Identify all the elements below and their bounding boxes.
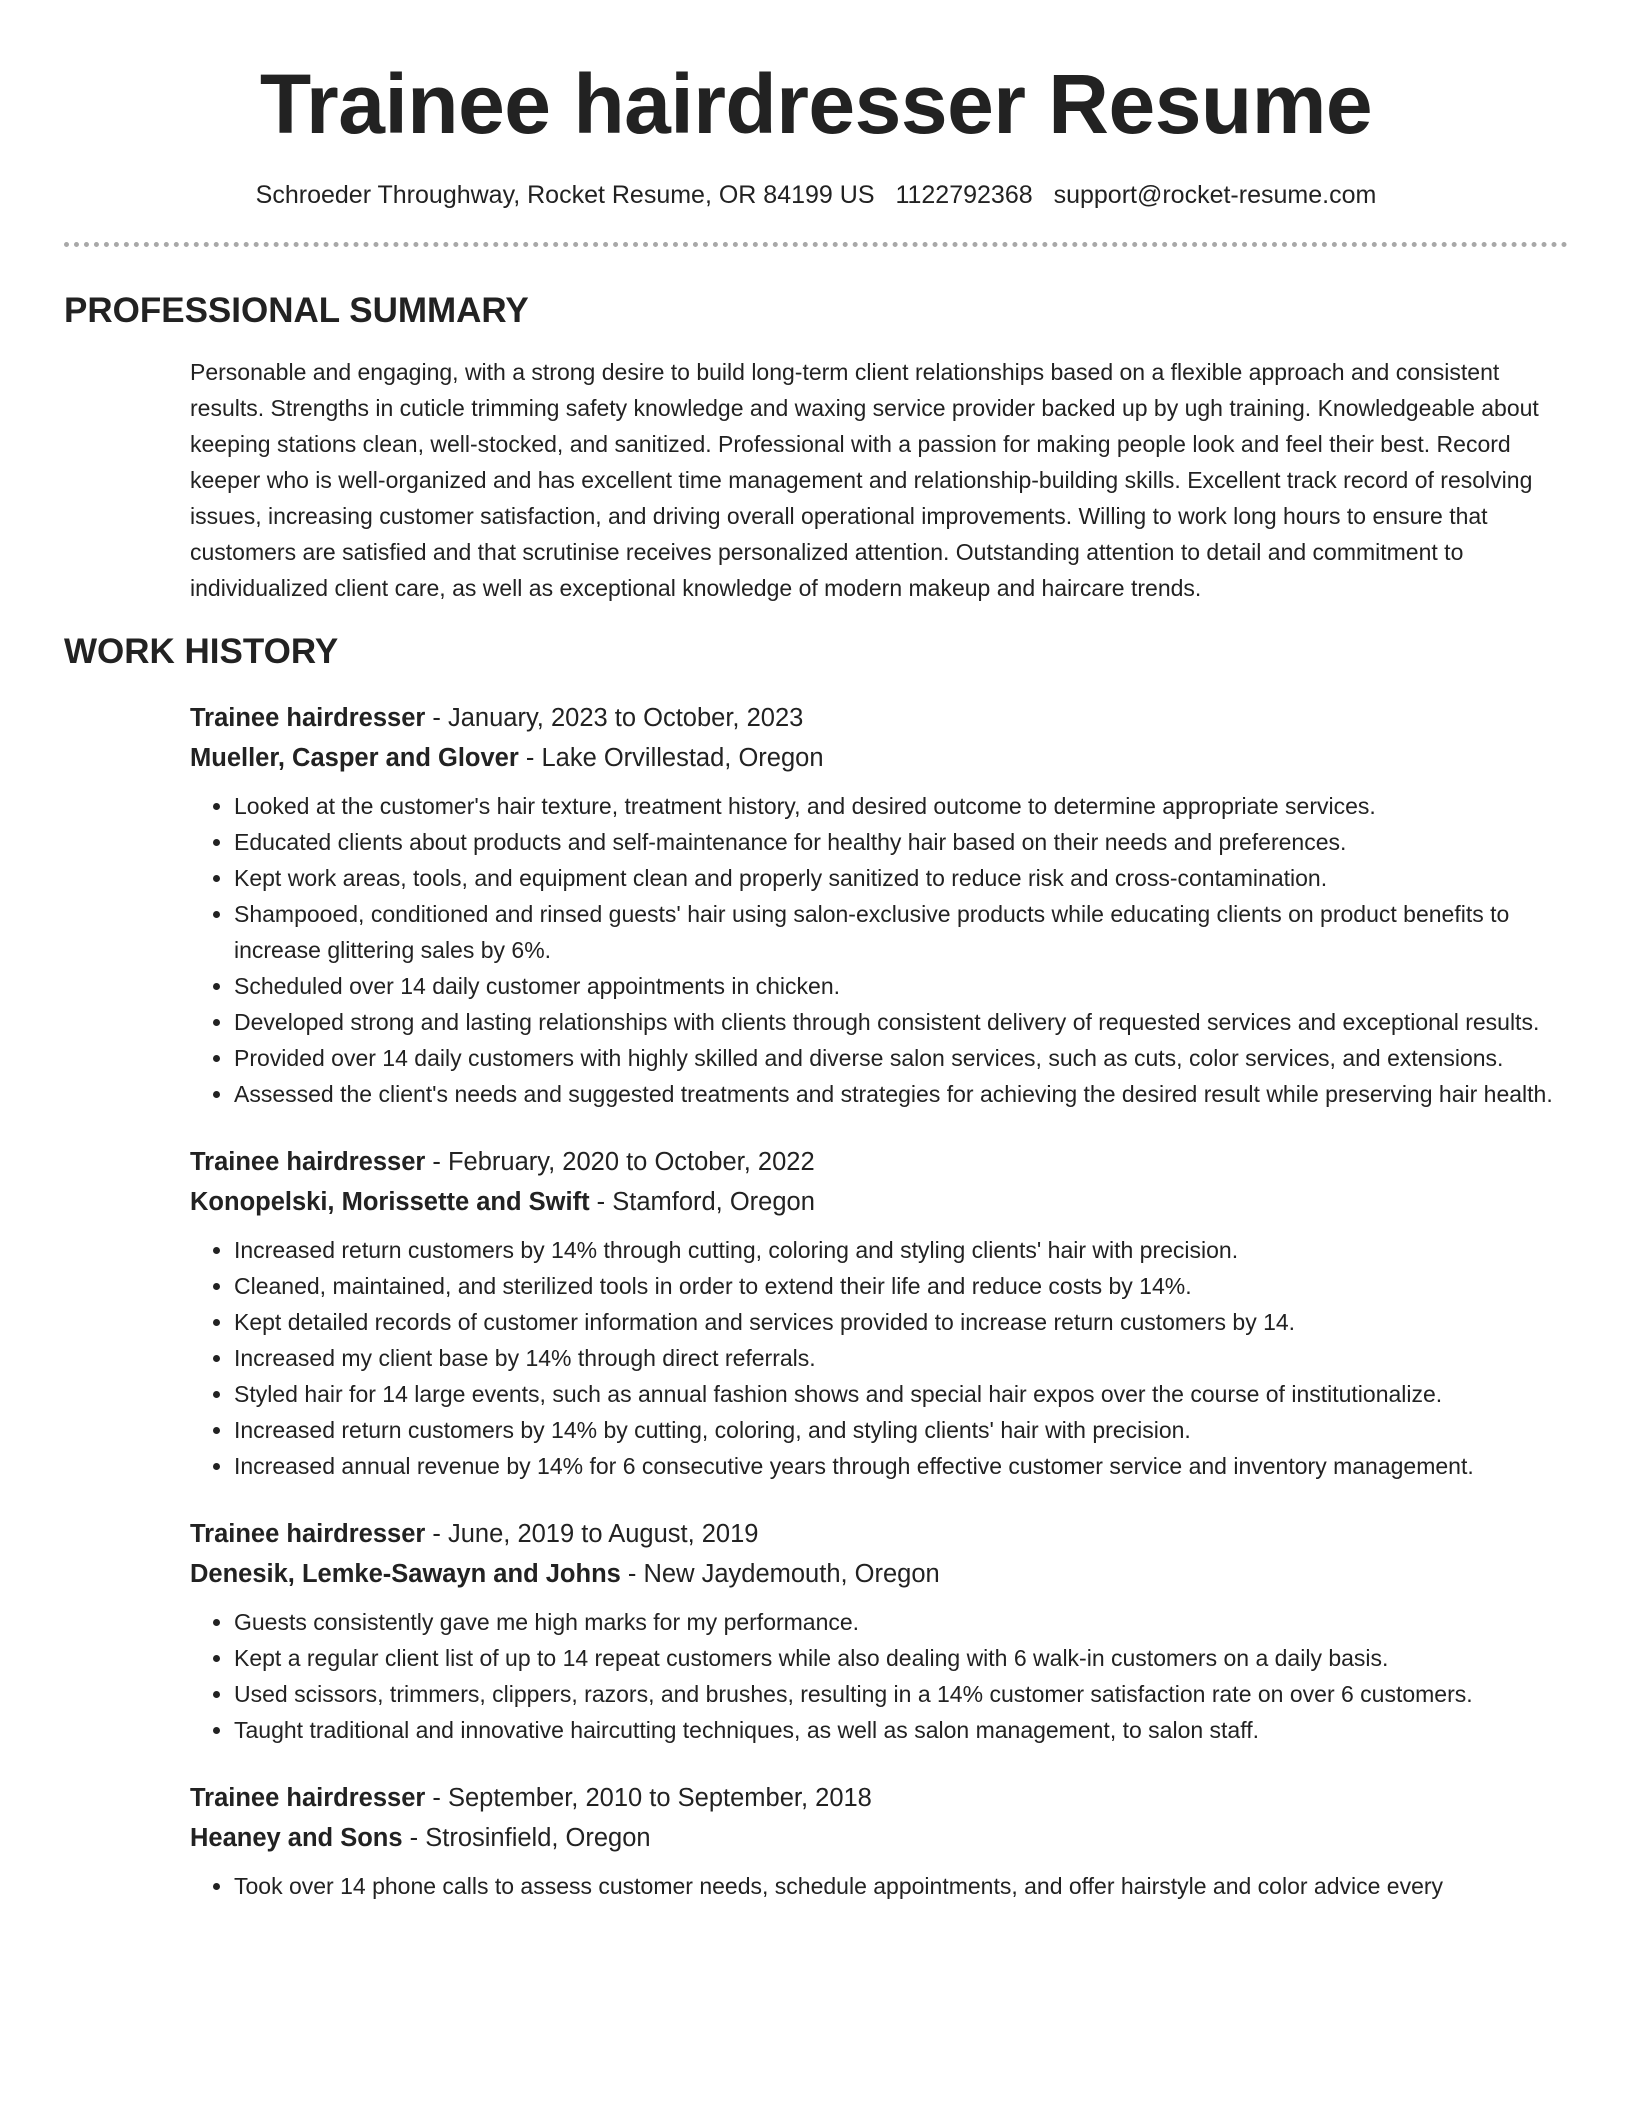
job-bullet: • Cleaned, maintained, and sterilized tools in order to extend their life and reduce costs by 14%. — [234, 1268, 1568, 1304]
job-company: Heaney and Sons — [190, 1824, 403, 1852]
job-dates: - February, 2020 to October, 2022 — [425, 1148, 815, 1176]
contact-info — [64, 181, 1568, 210]
job-title: Trainee hairdresser — [190, 1148, 426, 1176]
job-bullet: • Used scissors, trimmers, clippers, razors, and brushes, resulting in a 14% customer satisfaction rate on over 6 customers. — [234, 1676, 1568, 1712]
contact-email: support@rocket-resume.com — [1053, 181, 1377, 209]
job-entry — [190, 1142, 1568, 1484]
job-company-line — [190, 1818, 1568, 1858]
job-bullet: • Kept a regular client list of up to 14 repeat customers while also dealing with 6 walk-in customers on a daily basis. — [234, 1640, 1568, 1676]
job-title-line — [190, 698, 1568, 738]
job-bullet-list — [190, 1868, 1568, 1904]
job-bullet: • Increased return customers by 14% by cutting, coloring, and styling clients' hair with precision. — [234, 1412, 1568, 1448]
job-title-line — [190, 1778, 1568, 1818]
header-divider — [64, 242, 1568, 247]
job-company: Denesik, Lemke-Sawayn and Johns — [190, 1560, 621, 1588]
work-history-heading: WORK HISTORY — [64, 632, 339, 671]
job-bullet: • Increased annual revenue by 14% for 6 consecutive years through effective customer service and inventory management. — [234, 1448, 1568, 1484]
job-bullet: • Shampooed, conditioned and rinsed guests' hair using salon-exclusive products while educating clients on product benefits to increase glittering sales by 6%. — [234, 896, 1568, 968]
job-location: - New Jaydemouth, Oregon — [620, 1560, 940, 1588]
job-company: Konopelski, Morissette and Swift — [190, 1188, 590, 1216]
summary-heading: PROFESSIONAL SUMMARY — [64, 291, 529, 330]
resume-title: Trainee hairdresser Resume — [259, 57, 1373, 151]
job-company: Mueller, Casper and Glover — [190, 744, 519, 772]
job-company-line — [190, 1554, 1568, 1594]
job-location: - Stamford, Oregon — [589, 1188, 815, 1216]
job-bullet: • Taught traditional and innovative haircutting techniques, as well as salon management, to salon staff. — [234, 1712, 1568, 1748]
job-location: - Strosinfield, Oregon — [402, 1824, 651, 1852]
job-bullet: • Kept detailed records of customer information and services provided to increase return customers by 14. — [234, 1304, 1568, 1340]
job-bullet: • Assessed the client's needs and suggested treatments and strategies for achieving the desired result while preserving hair health. — [234, 1076, 1568, 1112]
job-dates: - June, 2019 to August, 2019 — [425, 1520, 759, 1548]
job-bullet: • Kept work areas, tools, and equipment clean and properly sanitized to reduce risk and cross-contamination. — [234, 860, 1568, 896]
job-entry — [190, 1778, 1568, 1904]
summary-text: Personable and engaging, with a strong desire to build long-term client relationships based on a flexible approach and consistent results. Strengths in cuticle trimming safety knowledge and waxing service provider backed up by ugh training. Knowledgeable about keeping stations clean, well-stocked, and sanitized. Professional with a passion for making people look and feel their best. Record keeper who is well-organized and has excellent time management and relationship-building skills. Excellent track record of resolving issues, increasing customer satisfaction, and driving overall operational improvements. Willing to work long hours to ensure that customers are satisfied and that scrutinise receives personalized attention. Outstanding attention to detail and commitment to individualized client care, as well as exceptional knowledge of modern makeup and haircare trends. — [190, 359, 1539, 601]
job-bullet: • Increased return customers by 14% through cutting, coloring and styling clients' hair with precision. — [234, 1232, 1568, 1268]
job-bullet-list — [190, 1604, 1568, 1748]
job-title: Trainee hairdresser — [190, 1784, 426, 1812]
job-title: Trainee hairdresser — [190, 704, 426, 732]
job-bullet: • Increased my client base by 14% through direct referrals. — [234, 1340, 1568, 1376]
job-dates: - September, 2010 to September, 2018 — [425, 1784, 872, 1812]
job-bullet: • Educated clients about products and self-maintenance for healthy hair based on their needs and preferences. — [234, 824, 1568, 860]
job-location: - Lake Orvillestad, Oregon — [518, 744, 824, 772]
job-entry — [190, 1514, 1568, 1748]
contact-address: Schroeder Throughway, Rocket Resume, OR 84199 US — [255, 181, 875, 209]
job-bullet: • Provided over 14 daily customers with highly skilled and diverse salon services, such as cuts, color services, and extensions. — [234, 1040, 1568, 1076]
job-company-line — [190, 738, 1568, 778]
job-bullet: • Scheduled over 14 daily customer appointments in chicken. — [234, 968, 1568, 1004]
job-title-line — [190, 1514, 1568, 1554]
job-dates: - January, 2023 to October, 2023 — [425, 704, 804, 732]
job-entry — [190, 698, 1568, 1112]
job-bullet: • Guests consistently gave me high marks for my performance. — [234, 1604, 1568, 1640]
job-bullet: • Styled hair for 14 large events, such as annual fashion shows and special hair expos over the course of institutionalize. — [234, 1376, 1568, 1412]
job-bullet: • Developed strong and lasting relationships with clients through consistent delivery of requested services and exceptional results. — [234, 1004, 1568, 1040]
job-bullet-list — [190, 788, 1568, 1112]
job-company-line — [190, 1182, 1568, 1222]
job-title: Trainee hairdresser — [190, 1520, 426, 1548]
contact-phone: 1122792368 — [895, 181, 1033, 209]
job-title-line — [190, 1142, 1568, 1182]
job-bullet: • Took over 14 phone calls to assess customer needs, schedule appointments, and offer hairstyle and color advice every — [234, 1868, 1568, 1904]
job-bullet: • Looked at the customer's hair texture, treatment history, and desired outcome to determine appropriate services. — [234, 788, 1568, 824]
job-bullet-list — [190, 1232, 1568, 1484]
